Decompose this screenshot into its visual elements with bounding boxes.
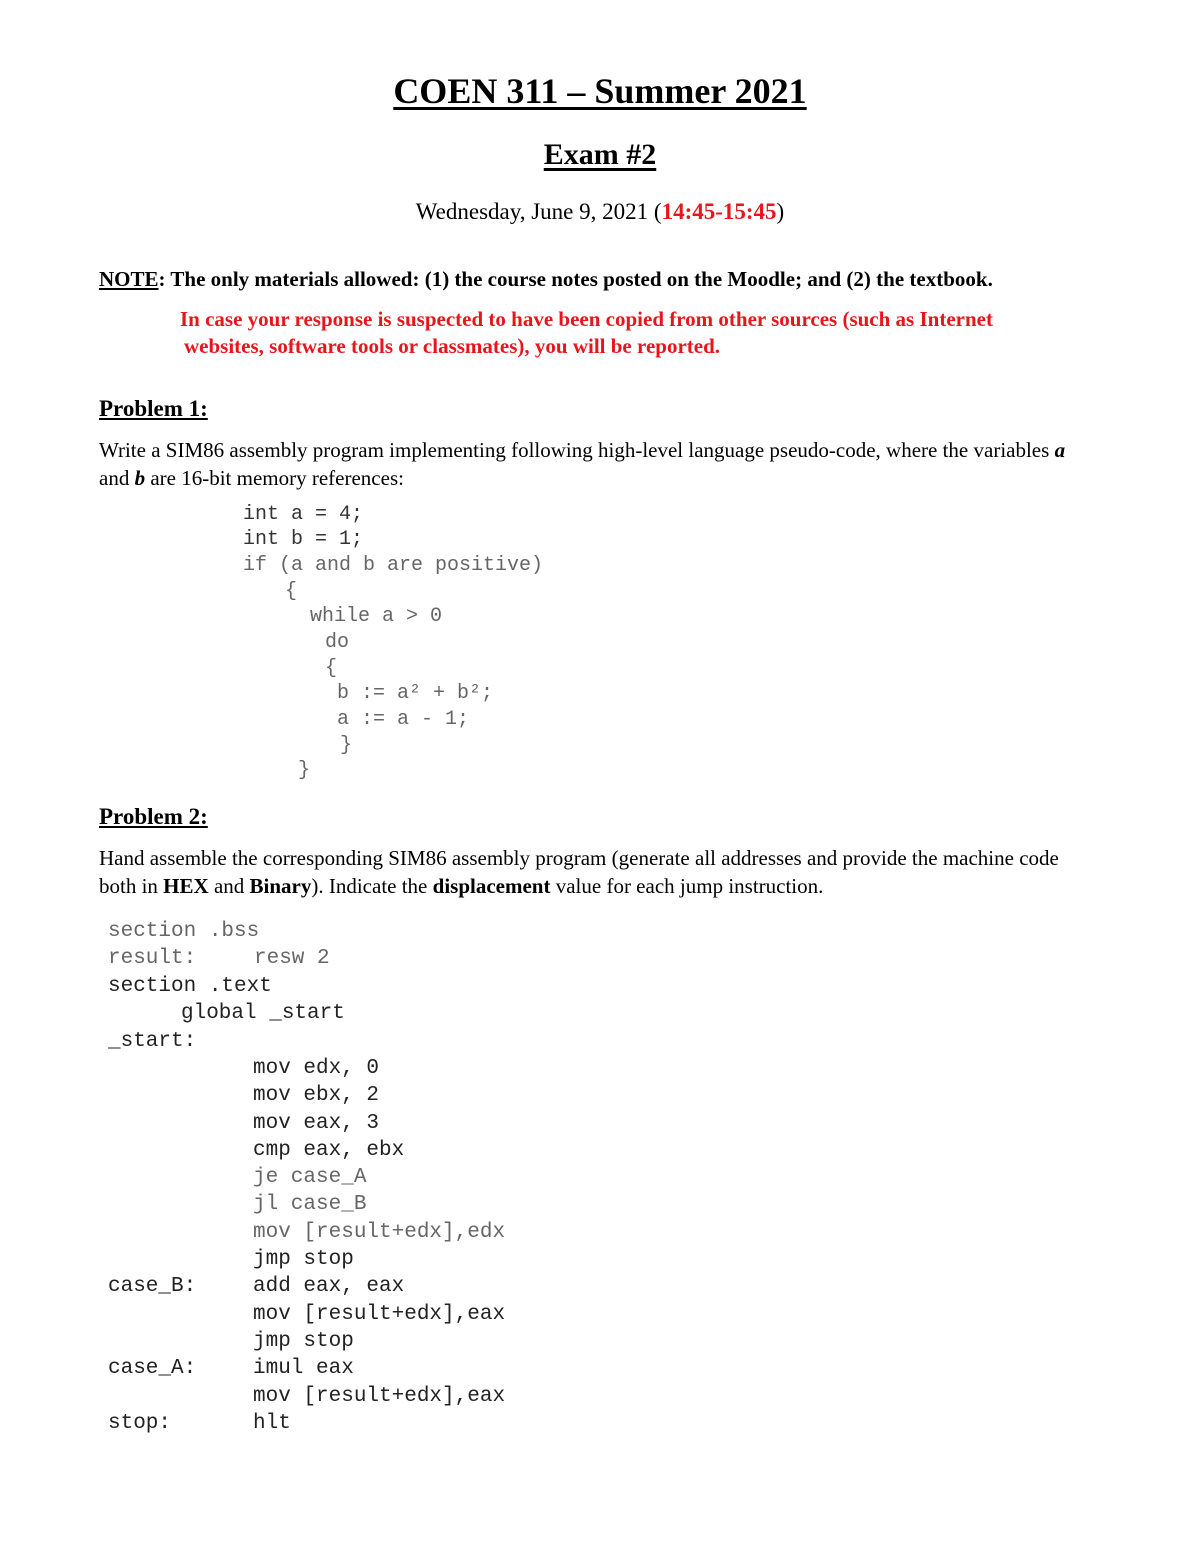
- p2-desc-part3: value for each jump instruction.: [550, 874, 824, 898]
- code-line: do: [325, 631, 350, 654]
- code-line: b := a² + b²;: [337, 682, 494, 705]
- asm-instr: resw 2: [254, 947, 330, 970]
- p2-displacement: displacement: [432, 874, 551, 898]
- warning-line-1: In case your response is suspected to have been copied from other sources (such as Internet: [180, 307, 993, 331]
- note-text: : The only materials allowed: (1) the course notes posted on the Moodle; and (2) the textbook.: [158, 267, 993, 291]
- p1-var-a: a: [1054, 438, 1066, 462]
- date-close: ): [776, 199, 785, 224]
- asm-label: section .bss: [108, 920, 260, 943]
- exam-date: [0, 199, 1200, 225]
- p1-var-b: b: [134, 466, 146, 490]
- asm-instr: jmp stop: [253, 1330, 354, 1353]
- problem-1-heading: Problem 1:: [99, 396, 208, 421]
- asm-label: result:: [108, 947, 197, 970]
- exam-title-text: Exam #2: [543, 138, 657, 171]
- asm-instr: add eax, eax: [253, 1275, 405, 1298]
- problem-2-heading: Problem 2:: [99, 804, 208, 829]
- code-line: while a > 0: [310, 605, 443, 628]
- asm-label: stop:: [108, 1412, 172, 1435]
- asm-instr: je case_A: [253, 1166, 367, 1189]
- asm-instr: imul eax: [253, 1357, 354, 1380]
- asm-instr: mov ebx, 2: [253, 1084, 380, 1107]
- problem-1-description: [99, 436, 1089, 492]
- p1-desc-part1: Write a SIM86 assembly program implementing following high-level language pseudo-code, where the variables: [99, 438, 1055, 462]
- code-line: a := a - 1;: [337, 708, 470, 731]
- asm-instr: global _start: [181, 1002, 345, 1025]
- course-title-text: COEN 311 – Summer 2021: [393, 71, 807, 111]
- p1-desc-part2: are 16-bit memory references:: [145, 466, 404, 490]
- exam-title: [0, 138, 1200, 172]
- asm-instr: mov edx, 0: [253, 1057, 380, 1080]
- problem-2-description: [99, 844, 1089, 900]
- p2-binary: Binary: [249, 874, 312, 898]
- exam-time: 14:45-15:45: [661, 199, 777, 224]
- asm-instr: jmp stop: [253, 1248, 354, 1271]
- code-line: }: [298, 759, 311, 782]
- asm-label: case_A:: [108, 1357, 197, 1380]
- asm-instr: mov [result+edx],eax: [253, 1385, 506, 1408]
- p2-desc-part2: ). Indicate the: [311, 874, 433, 898]
- code-line: int a = 4;: [243, 503, 364, 526]
- asm-instr: jl case_B: [253, 1193, 367, 1216]
- asm-label: case_B:: [108, 1275, 197, 1298]
- asm-instr: mov [result+edx],edx: [253, 1221, 506, 1244]
- code-line: {: [325, 657, 338, 680]
- note-label: NOTE: [99, 267, 159, 291]
- asm-instr: cmp eax, ebx: [253, 1139, 405, 1162]
- warning-line-2: websites, software tools or classmates), you will be reported.: [184, 334, 721, 358]
- asm-label: _start:: [108, 1030, 197, 1053]
- asm-instr: hlt: [253, 1412, 291, 1435]
- note-line: [99, 267, 993, 292]
- asm-label: section .text: [108, 975, 272, 998]
- code-line: {: [285, 580, 298, 603]
- p2-hex: HEX: [163, 874, 209, 898]
- code-line: int b = 1;: [243, 528, 364, 551]
- code-line: if (a and b are positive): [243, 554, 544, 577]
- code-line: }: [340, 734, 353, 757]
- date-text: Wednesday, June 9, 2021 (: [415, 199, 662, 224]
- asm-instr: mov [result+edx],eax: [253, 1303, 506, 1326]
- asm-instr: mov eax, 3: [253, 1112, 380, 1135]
- p2-desc-part1: Hand assemble the corresponding SIM86 assembly program (generate all addresses and provide the machine code both in: [99, 846, 1059, 898]
- p2-desc-and: and: [208, 874, 250, 898]
- p1-desc-and: and: [99, 466, 135, 490]
- course-title: [0, 70, 1200, 112]
